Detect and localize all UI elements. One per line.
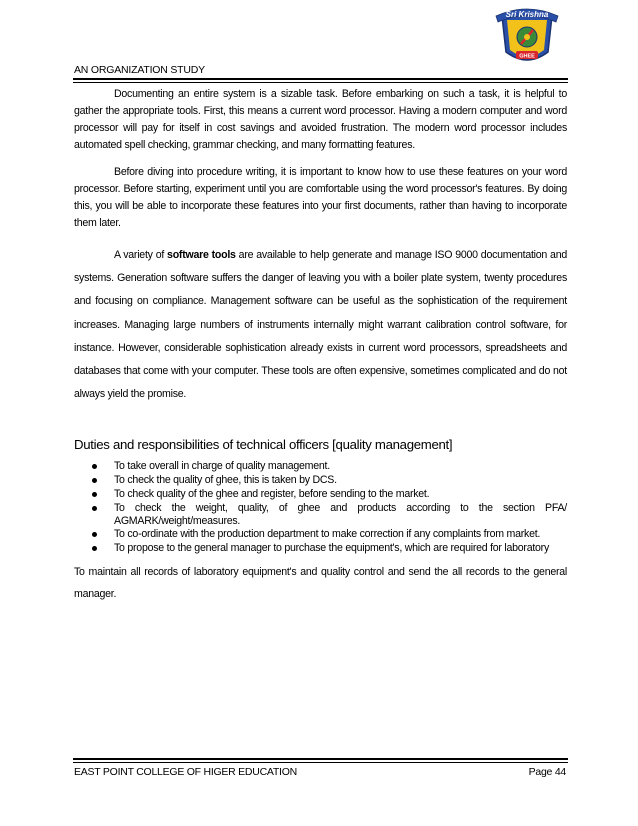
list-item: To check the quality of ghee, this is taken by DCS. bbox=[74, 474, 567, 487]
p3-rest: are available to help generate and manage ISO 9000 documentation and systems. Generation software suffers the danger of leaving you with a boiler plate system, twenty procedures and focusing on compliance. Management software can be useful as the sophistication of the requirement increases. Managing large numbers of instruments internally might warrant calibration control software, for instance. However, considerable sophistication already exists in current word processors, spreadsheets and databases that come with your computer. These tools are often expensive, sometimes complicated and do not always yield the promise. bbox=[74, 249, 567, 401]
header-rule-thin bbox=[73, 82, 568, 83]
sri-krishna-ghee-logo bbox=[486, 2, 568, 68]
list-item: To check quality of the ghee and register, before sending to the market. bbox=[74, 488, 567, 501]
footer-rule-thick bbox=[73, 758, 568, 760]
bullet-icon bbox=[92, 478, 97, 483]
bullet-icon bbox=[92, 532, 97, 537]
paragraph-software-tools bbox=[74, 244, 567, 406]
bullet-icon bbox=[92, 464, 97, 469]
logo-brand-text: Sri Krishna bbox=[505, 10, 549, 19]
footer-college-name: EAST POINT COLLEGE OF HIGER EDUCATION bbox=[74, 766, 297, 778]
list-item: To check the weight, quality, of ghee and products according to the section PFA/ AGMARK/weight/measures. bbox=[74, 502, 567, 528]
header-rule-thick bbox=[73, 78, 568, 80]
list-item: To co-ordinate with the production department to make correction if any complaints from market. bbox=[74, 528, 567, 541]
list-item: To take overall in charge of quality management. bbox=[74, 460, 567, 473]
p3-lead: A variety of bbox=[114, 249, 168, 261]
page-body bbox=[74, 86, 567, 605]
duties-list bbox=[74, 460, 567, 555]
running-header-title: AN ORGANIZATION STUDY bbox=[74, 64, 205, 76]
logo-product-text: GHEE bbox=[519, 53, 535, 60]
footer-rule-thin bbox=[73, 762, 568, 763]
section-heading-duties: Duties and responsibilities of technical officers [quality management] bbox=[74, 437, 453, 453]
footer-page-number: Page 44 bbox=[528, 766, 566, 778]
bullet-icon bbox=[92, 546, 97, 551]
list-item: To propose to the general manager to purchase the equipment's, which are required for laboratory bbox=[74, 542, 567, 555]
paragraph-procedure-writing: Before diving into procedure writing, it is important to know how to use these features on your word processor. Before starting, experiment until you are comfortable using the word processor's features. By doing this, you will be able to incorporate these features into your first documents, rather than having to incorporate them later. bbox=[74, 166, 567, 229]
software-tools-bold: software tools bbox=[167, 249, 236, 261]
bullet-icon bbox=[92, 492, 97, 497]
bullet-icon bbox=[92, 506, 97, 511]
paragraph-documenting: Documenting an entire system is a sizable task. Before embarking on such a task, it is helpful to gather the appropriate tools. First, this means a current word processor. Having a modern computer and word processor will pay for itself in cost savings and avoided frustration. The modern word processor includes automated spell checking, grammar checking, and many formatting features. bbox=[74, 88, 567, 151]
paragraph-maintain-records: To maintain all records of laboratory equipment's and quality control and send the all records to the general manager. bbox=[74, 566, 567, 601]
